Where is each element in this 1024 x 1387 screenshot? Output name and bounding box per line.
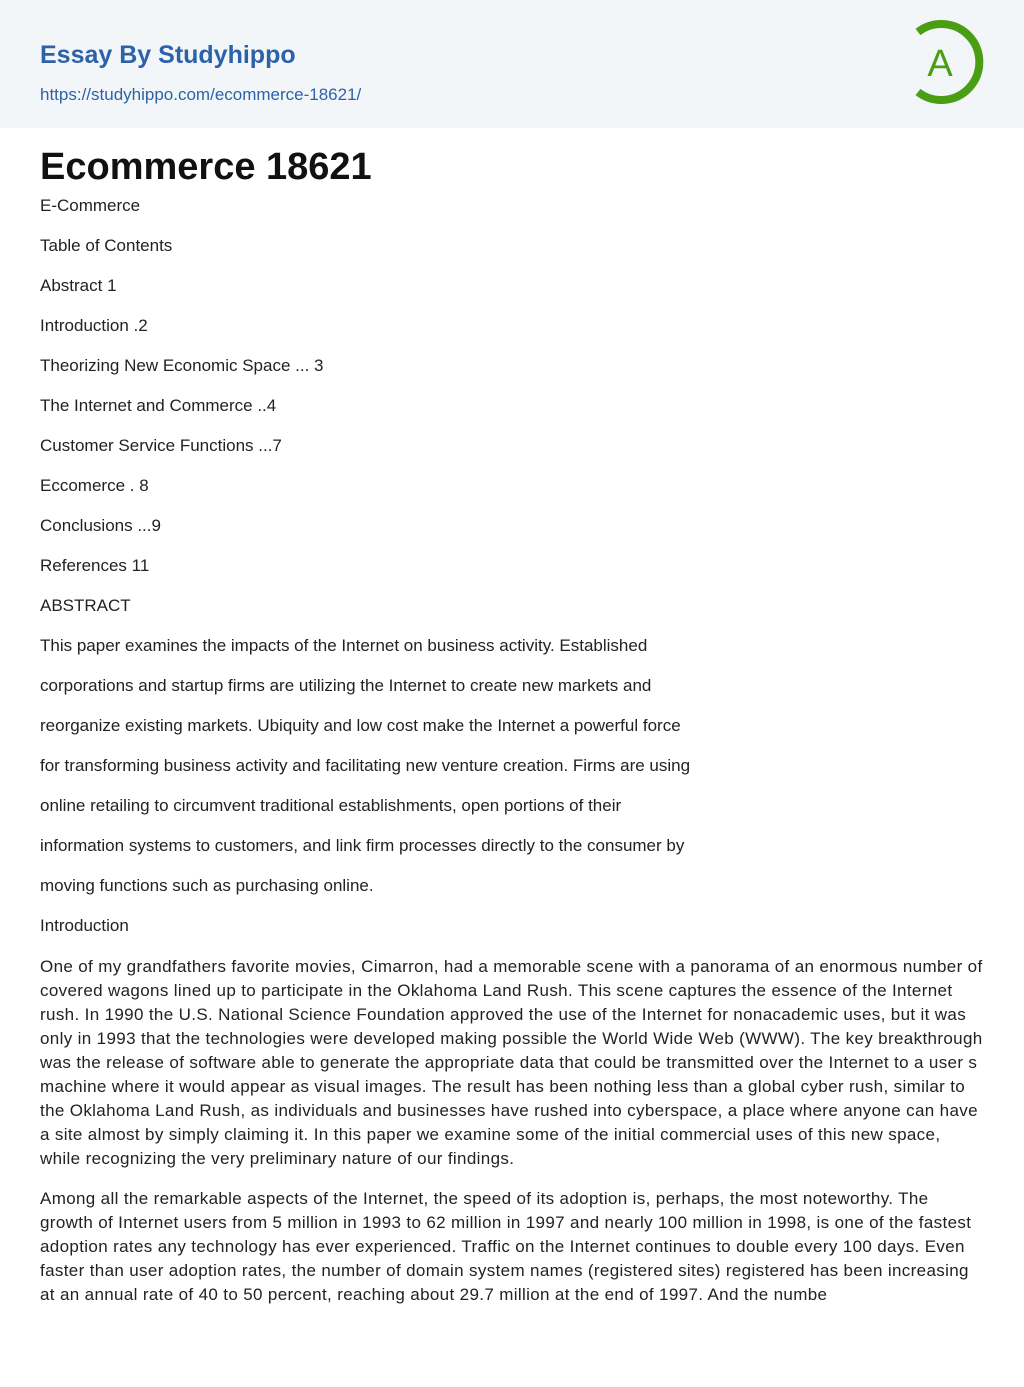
essay-line: reorganize existing markets. Ubiquity and low cost make the Internet a powerful force bbox=[40, 716, 681, 735]
essay-line: online retailing to circumvent traditional establishments, open portions of their bbox=[40, 796, 622, 815]
essay-line: Table of Contents bbox=[40, 236, 173, 255]
essay-url-link[interactable]: https://studyhippo.com/ecommerce-18621/ bbox=[40, 85, 362, 104]
essay-line: ABSTRACT bbox=[40, 596, 131, 615]
essay-line: References 11 bbox=[40, 556, 150, 575]
logo-letter: A bbox=[927, 43, 953, 85]
essay-line: Conclusions ...9 bbox=[40, 516, 161, 535]
essay-line: moving functions such as purchasing online. bbox=[40, 876, 374, 895]
essay-line: corporations and startup firms are utilizing the Internet to create new markets and bbox=[40, 676, 652, 695]
essay-line: Theorizing New Economic Space ... 3 bbox=[40, 356, 324, 375]
essay-line: E-Commerce bbox=[40, 196, 141, 215]
essay-line: information systems to customers, and link firm processes directly to the consumer by bbox=[40, 836, 685, 855]
essay-line: The Internet and Commerce ..4 bbox=[40, 396, 277, 415]
essay-line: Introduction bbox=[40, 916, 129, 935]
essay-line: for transforming business activity and facilitating new venture creation. Firms are using bbox=[40, 756, 691, 775]
page-title: Ecommerce 18621 bbox=[40, 146, 372, 188]
essay-line: Customer Service Functions ...7 bbox=[40, 436, 282, 455]
brand-title[interactable]: Essay By Studyhippo bbox=[40, 41, 296, 69]
essay-content bbox=[40, 195, 985, 1323]
essay-line: This paper examines the impacts of the Internet on business activity. Established bbox=[40, 636, 648, 655]
studyhippo-logo-icon[interactable] bbox=[906, 18, 990, 106]
essay-line: Introduction .2 bbox=[40, 316, 148, 335]
essay-paragraph: Among all the remarkable aspects of the Internet, the speed of its adoption is, perhaps, the most noteworthy. The growth of Internet users from 5 million in 1993 to 62 million in 1997 and nearly 100 million in 1998, is one of the fastest adoption rates any technology has ever experienced. Traffic on the Internet continues to double every 100 days. Even faster than user adoption rates, the number of domain system names (registered sites) registered has been increasing at an annual rate of 40 to 50 percent, reaching about 29.7 million at the end of 1997. And the numbe bbox=[40, 1189, 972, 1304]
essay-line: Abstract 1 bbox=[40, 276, 117, 295]
essay-paragraph: One of my grandfathers favorite movies, Cimarron, had a memorable scene with a panorama of an enormous number of covered wagons lined up to participate in the Oklahoma Land Rush. This scene captures the essence of the Internet rush. In 1990 the U.S. National Science Foundation approved the use of the Internet for nonacademic uses, but it was only in 1993 that the technologies were developed making possible the World Wide Web (WWW). The key breakthrough was the release of software able to generate the appropriate data that could be transmitted over the Internet to a user s machine where it would appear as visual images. The result has been nothing less than a global cyber rush, similar to the Oklahoma Land Rush, as individuals and businesses have rushed into cyberspace, a place where anyone can have a site almost by simply claiming it. In this paper we examine some of the initial commercial uses of this new space, while recognizing the very preliminary nature of our findings. bbox=[40, 957, 983, 1168]
essay-line: Eccomerce . 8 bbox=[40, 476, 149, 495]
